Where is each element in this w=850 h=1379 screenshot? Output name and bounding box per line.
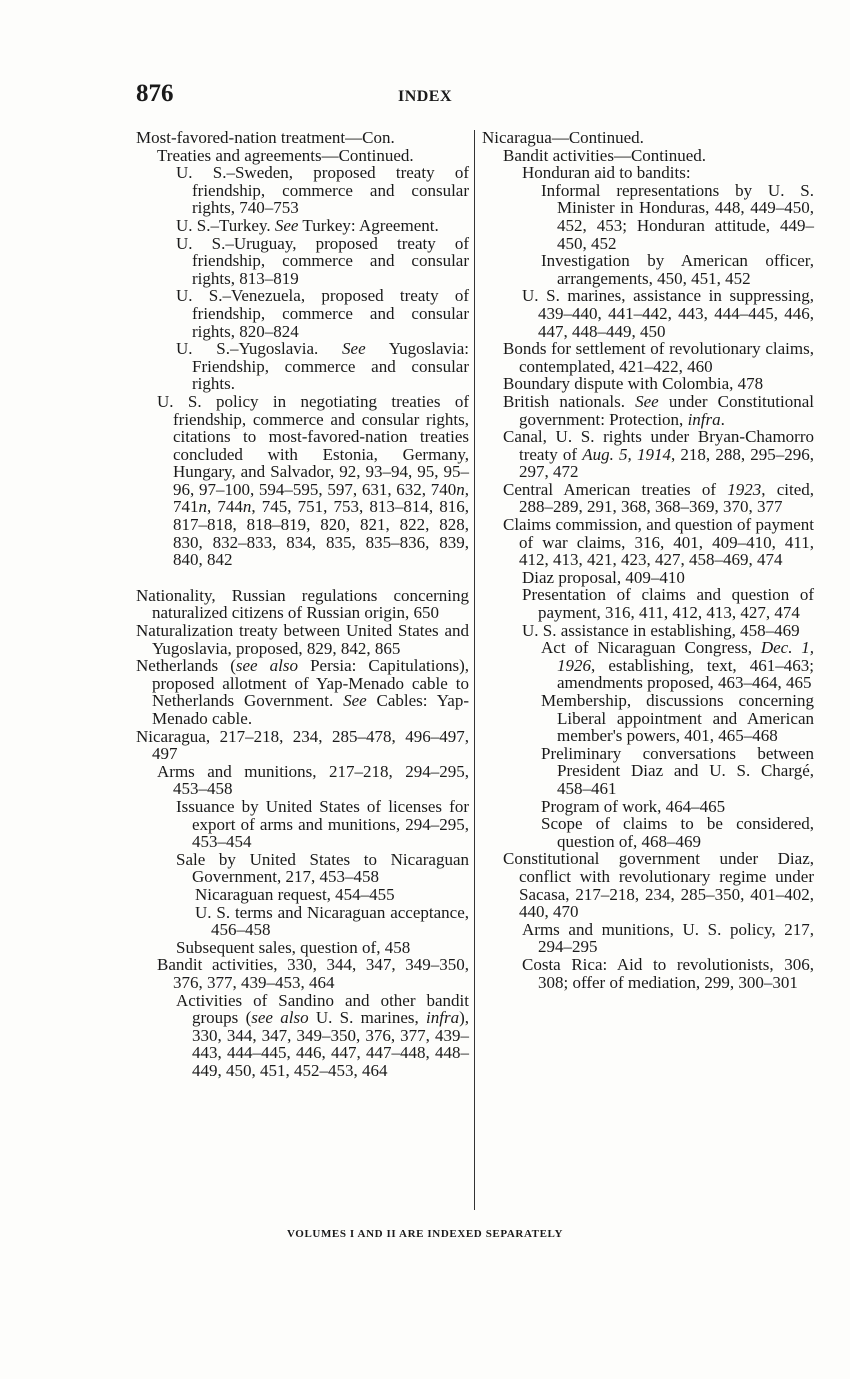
index-entry: Activities of Sandino and other bandit groups (see also U. S. marines, infra), 330, 344, 347, 349–350, 376, 377, 439–443, 444–445, 446, 447, 447–448, 448–449, 450, 451, 452–453, 464 — [176, 990, 470, 1080]
index-entry: Claims commission, and question of payment of war claims, 316, 401, 409–410, 411, 412, 413, 421, 423, 427, 458–469, 474 — [503, 515, 814, 570]
index-entry: U. S.–Sweden, proposed treaty of friendship, commerce and consular rights, 740–753 — [176, 163, 469, 218]
index-entry: Program of work, 464–465 — [541, 796, 726, 816]
column-divider — [474, 130, 475, 1210]
index-entry: Subsequent sales, question of, 458 — [176, 937, 411, 957]
index-entry: Naturalization treaty between United States and Yugoslavia, proposed, 829, 842, 865 — [136, 621, 469, 658]
index-entry: Central American treaties of 1923, cited, 288–289, 291, 368, 368–369, 370, 377 — [503, 479, 814, 517]
index-entry: Presentation of claims and question of payment, 316, 411, 412, 413, 427, 474 — [522, 585, 814, 623]
index-entry: Boundary dispute with Colombia, 478 — [503, 374, 764, 394]
page-title: INDEX — [397, 88, 453, 105]
index-entry: Issuance by United States of licenses for export of arms and munitions, 294–295, 453–454 — [176, 796, 469, 852]
page-number: 876 — [136, 80, 174, 107]
index-entry: Honduran aid to bandits: — [522, 163, 691, 183]
index-entry: U. S.–Yugoslavia. See Yugoslavia: Friendship, commerce and consular rights. — [176, 339, 470, 394]
index-entry: Informal representations by U. S. Minister in Honduras, 448, 449–450, 452, 453; Honduran attitude, 449–450, 452 — [541, 180, 814, 253]
right-column — [482, 129, 814, 991]
index-entry: U. S. terms and Nicaraguan acceptance, 456–458 — [195, 902, 469, 940]
index-entry: U. S. marines, assistance in suppressing, 439–440, 441–442, 443, 444–445, 446, 447, 448–449, 450 — [522, 286, 814, 341]
index-entry: Bandit activities, 330, 344, 347, 349–350, 376, 377, 439–453, 464 — [157, 955, 469, 992]
index-entry: Nationality, Russian regulations concerning naturalized citizens of Russian origin, 650 — [136, 585, 469, 623]
left-column — [136, 129, 469, 1079]
index-entry: Most-favored-nation treatment—Con. — [136, 128, 395, 147]
index-entry: Act of Nicaraguan Congress, Dec. 1, 1926, establishing, text, 461–463; amendments proposed, 463–464, 465 — [541, 638, 815, 693]
index-entry: Arms and munitions, U. S. policy, 217, 294–295 — [522, 919, 814, 957]
index-entry: Scope of claims to be considered, question of, 468–469 — [541, 814, 814, 851]
index-entry: Preliminary conversations between President Diaz and U. S. Chargé, 458–461 — [541, 743, 814, 798]
index-entry: Sale by United States to Nicaraguan Government, 217, 453–458 — [176, 849, 469, 887]
index-entry: Bandit activities—Continued. — [503, 145, 707, 165]
index-entry: Costa Rica: Aid to revolutionists, 306, 308; offer of mediation, 299, 300–301 — [522, 954, 814, 992]
index-entry: Netherlands (see also Persia: Capitulations), proposed allotment of Yap-Menado cable to Netherlands Government. See Cables: Yap-Menado cable. — [136, 656, 469, 728]
index-entry: Investigation by American officer, arrangements, 450, 451, 452 — [541, 251, 814, 288]
index-entry: British nationals. See under Constitutional government: Protection, infra. — [503, 391, 814, 429]
index-entry: Nicaragua, 217–218, 234, 285–478, 496–497, 497 — [136, 726, 469, 764]
index-entry: Nicaragua—Continued. — [482, 128, 644, 147]
index-entry: U. S. assistance in establishing, 458–469 — [522, 620, 800, 640]
footer-note: VOLUMES I AND II ARE INDEXED SEPARATELY — [286, 1228, 564, 1240]
index-entry: Nicaraguan request, 454–455 — [195, 884, 395, 904]
index-entry: Canal, U. S. rights under Bryan-Chamorro treaty of Aug. 5, 1914, 218, 288, 295–296, 297, 472 — [503, 427, 815, 482]
index-entry: Bonds for settlement of revolutionary claims, contemplated, 421–422, 460 — [503, 339, 814, 376]
index-entry: U. S.–Venezuela, proposed treaty of friendship, commerce and consular rights, 820–824 — [176, 286, 469, 341]
index-entry: U. S.–Uruguay, proposed treaty of friendship, commerce and consular rights, 813–819 — [176, 233, 469, 288]
index-entry: Membership, discussions concerning Liberal appointment and American member's powers, 401, 465–468 — [541, 691, 814, 746]
index-entry: Treaties and agreements—Continued. — [157, 145, 414, 165]
index-entry: Diaz proposal, 409–410 — [522, 567, 685, 587]
index-entry: Constitutional government under Diaz, conflict with revolutionary regime under Sacasa, 217–218, 234, 285–350, 401–402, 440, 470 — [503, 849, 814, 922]
index-entry: Arms and munitions, 217–218, 294–295, 453–458 — [157, 761, 469, 799]
index-entry: U. S.–Turkey. See Turkey: Agreement. — [176, 215, 439, 235]
index-entry: U. S. policy in negotiating treaties of friendship, commerce and consular rights, citations to most-favored-nation treaties concluded with Estonia, Germany, Hungary, and Salvador, 92, 93–94, 95, 95–96, 97–100, 594–595, 597, 631, 632, 740n, 741n, 744n, 745, 751, 753, 813–814, 816, 817–818, 818–819, 820, 821, 822, 828, 830, 832–833, 834, 835, 835–836, 839, 840, 842 — [157, 391, 469, 570]
